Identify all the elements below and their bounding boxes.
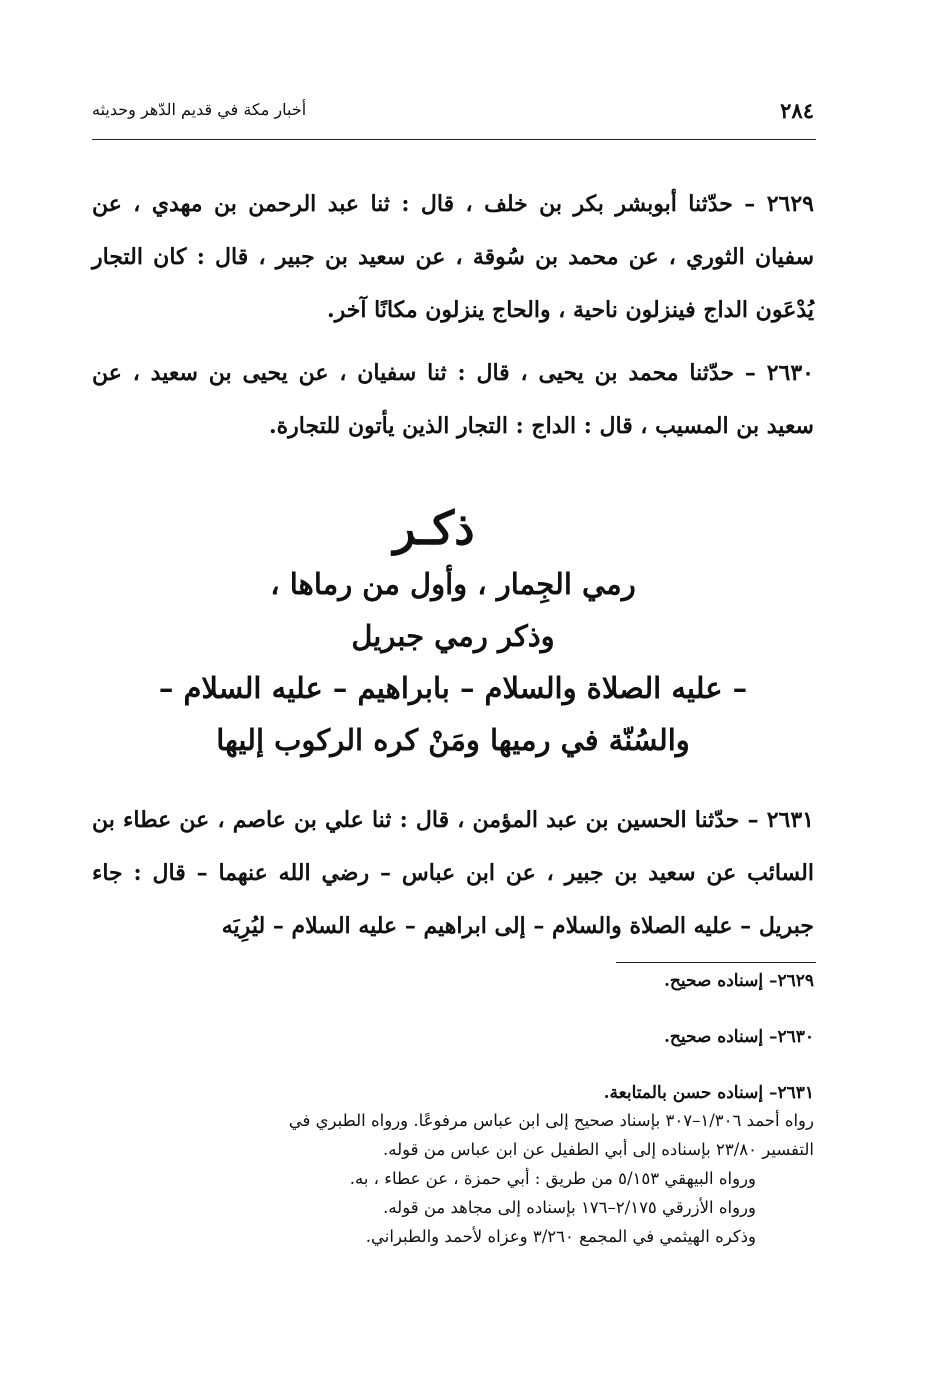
footnote-text: إسناده صحيح. — [663, 971, 764, 991]
chapter-line-1: رمي الجِمار ، وأول من رماها ، — [270, 567, 636, 601]
footnote-rule — [616, 962, 816, 963]
chapter-heading — [92, 498, 814, 766]
footnote-text: إسناده صحيح. — [663, 1027, 764, 1047]
main-text-bottom — [92, 794, 814, 953]
footnote-number: ٢٦٣٠– — [768, 1027, 814, 1047]
hadith-entry-2630: ٢٦٣٠ – حدّثنا محمد بن يحيى ، قال : ثنا سفيان ، عن يحيى بن سعيد ، عن سعيد بن المسيب ، قال : الداج : التجار الذين يأتون للتجارة. — [92, 360, 814, 439]
chapter-line-2: وذكر رمي جبريل — [351, 619, 555, 653]
footnote-2630 — [664, 1022, 814, 1052]
footnote-2631 — [604, 1078, 814, 1108]
hadith-entry-2631: ٢٦٣١ – حدّثنا الحسين بن عبد المؤمن ، قال : ثنا علي بن عاصم ، عن عطاء بن السائب عن سعيد بن جبير ، عن ابن عباس – رضي الله عنهما – قال : جاء جبريل – عليه الصلاة والسلام – إلى ابراهيم – عليه السلام – ليُرِيَه — [92, 807, 814, 939]
page-number: ٢٨٤ — [780, 98, 814, 123]
footnote-line: وذكره الهيثمي في المجمع ٣/٢٦٠ وعزاه لأحمد والطبراني. — [365, 1227, 756, 1246]
chapter-word: ذكـر — [393, 501, 475, 555]
footnote-line: رواه أحمد ١/٣٠٦–٣٠٧ بإسناد صحيح إلى ابن عباس مرفوعًا. ورواه الطبري في — [288, 1111, 814, 1130]
footnote-line: ورواه البيهقي ٥/١٥٣ من طريق : أبي حمزة ، عن عطاء ، به. — [349, 1169, 756, 1188]
chapter-line-4: والسُنّة في رميها ومَنْ كره الركوب إليها — [216, 723, 690, 757]
hadith-entry-2629: ٢٦٢٩ – حدّثنا أبوبشر بكر بن خلف ، قال : ثنا عبد الرحمن بن مهدي ، عن سفيان الثوري ، عن محمد بن سُوقة ، عن سعيد بن جبير ، قال : كان التجار يُدْعَون الداج فينزلون ناحية ، والحاج ينزلون مكانًا آخر. — [92, 191, 814, 323]
footnote-number: ٢٦٣١– — [768, 1083, 814, 1103]
footnote-2629 — [664, 966, 814, 996]
book-title: أخبار مكة في قديم الدّهر وحديثه — [92, 100, 307, 119]
footnote-number: ٢٦٢٩– — [768, 971, 814, 991]
running-header — [92, 98, 814, 130]
footnote-line: التفسير ٢٣/٨٠ بإسناده إلى أبي الطفيل عن ابن عباس من قوله. — [383, 1140, 814, 1159]
footnote-text: إسناده حسن بالمتابعة. — [603, 1083, 764, 1103]
header-rule — [92, 139, 816, 140]
main-text-top — [92, 178, 814, 453]
chapter-line-3: – عليه الصلاة والسلام – بابراهيم – عليه السلام – — [158, 671, 748, 705]
footnote-line: ورواه الأزرقي ٢/١٧٥–١٧٦ بإسناده إلى مجاهد من قوله. — [383, 1198, 756, 1217]
footnote-2631-details — [92, 1106, 814, 1251]
